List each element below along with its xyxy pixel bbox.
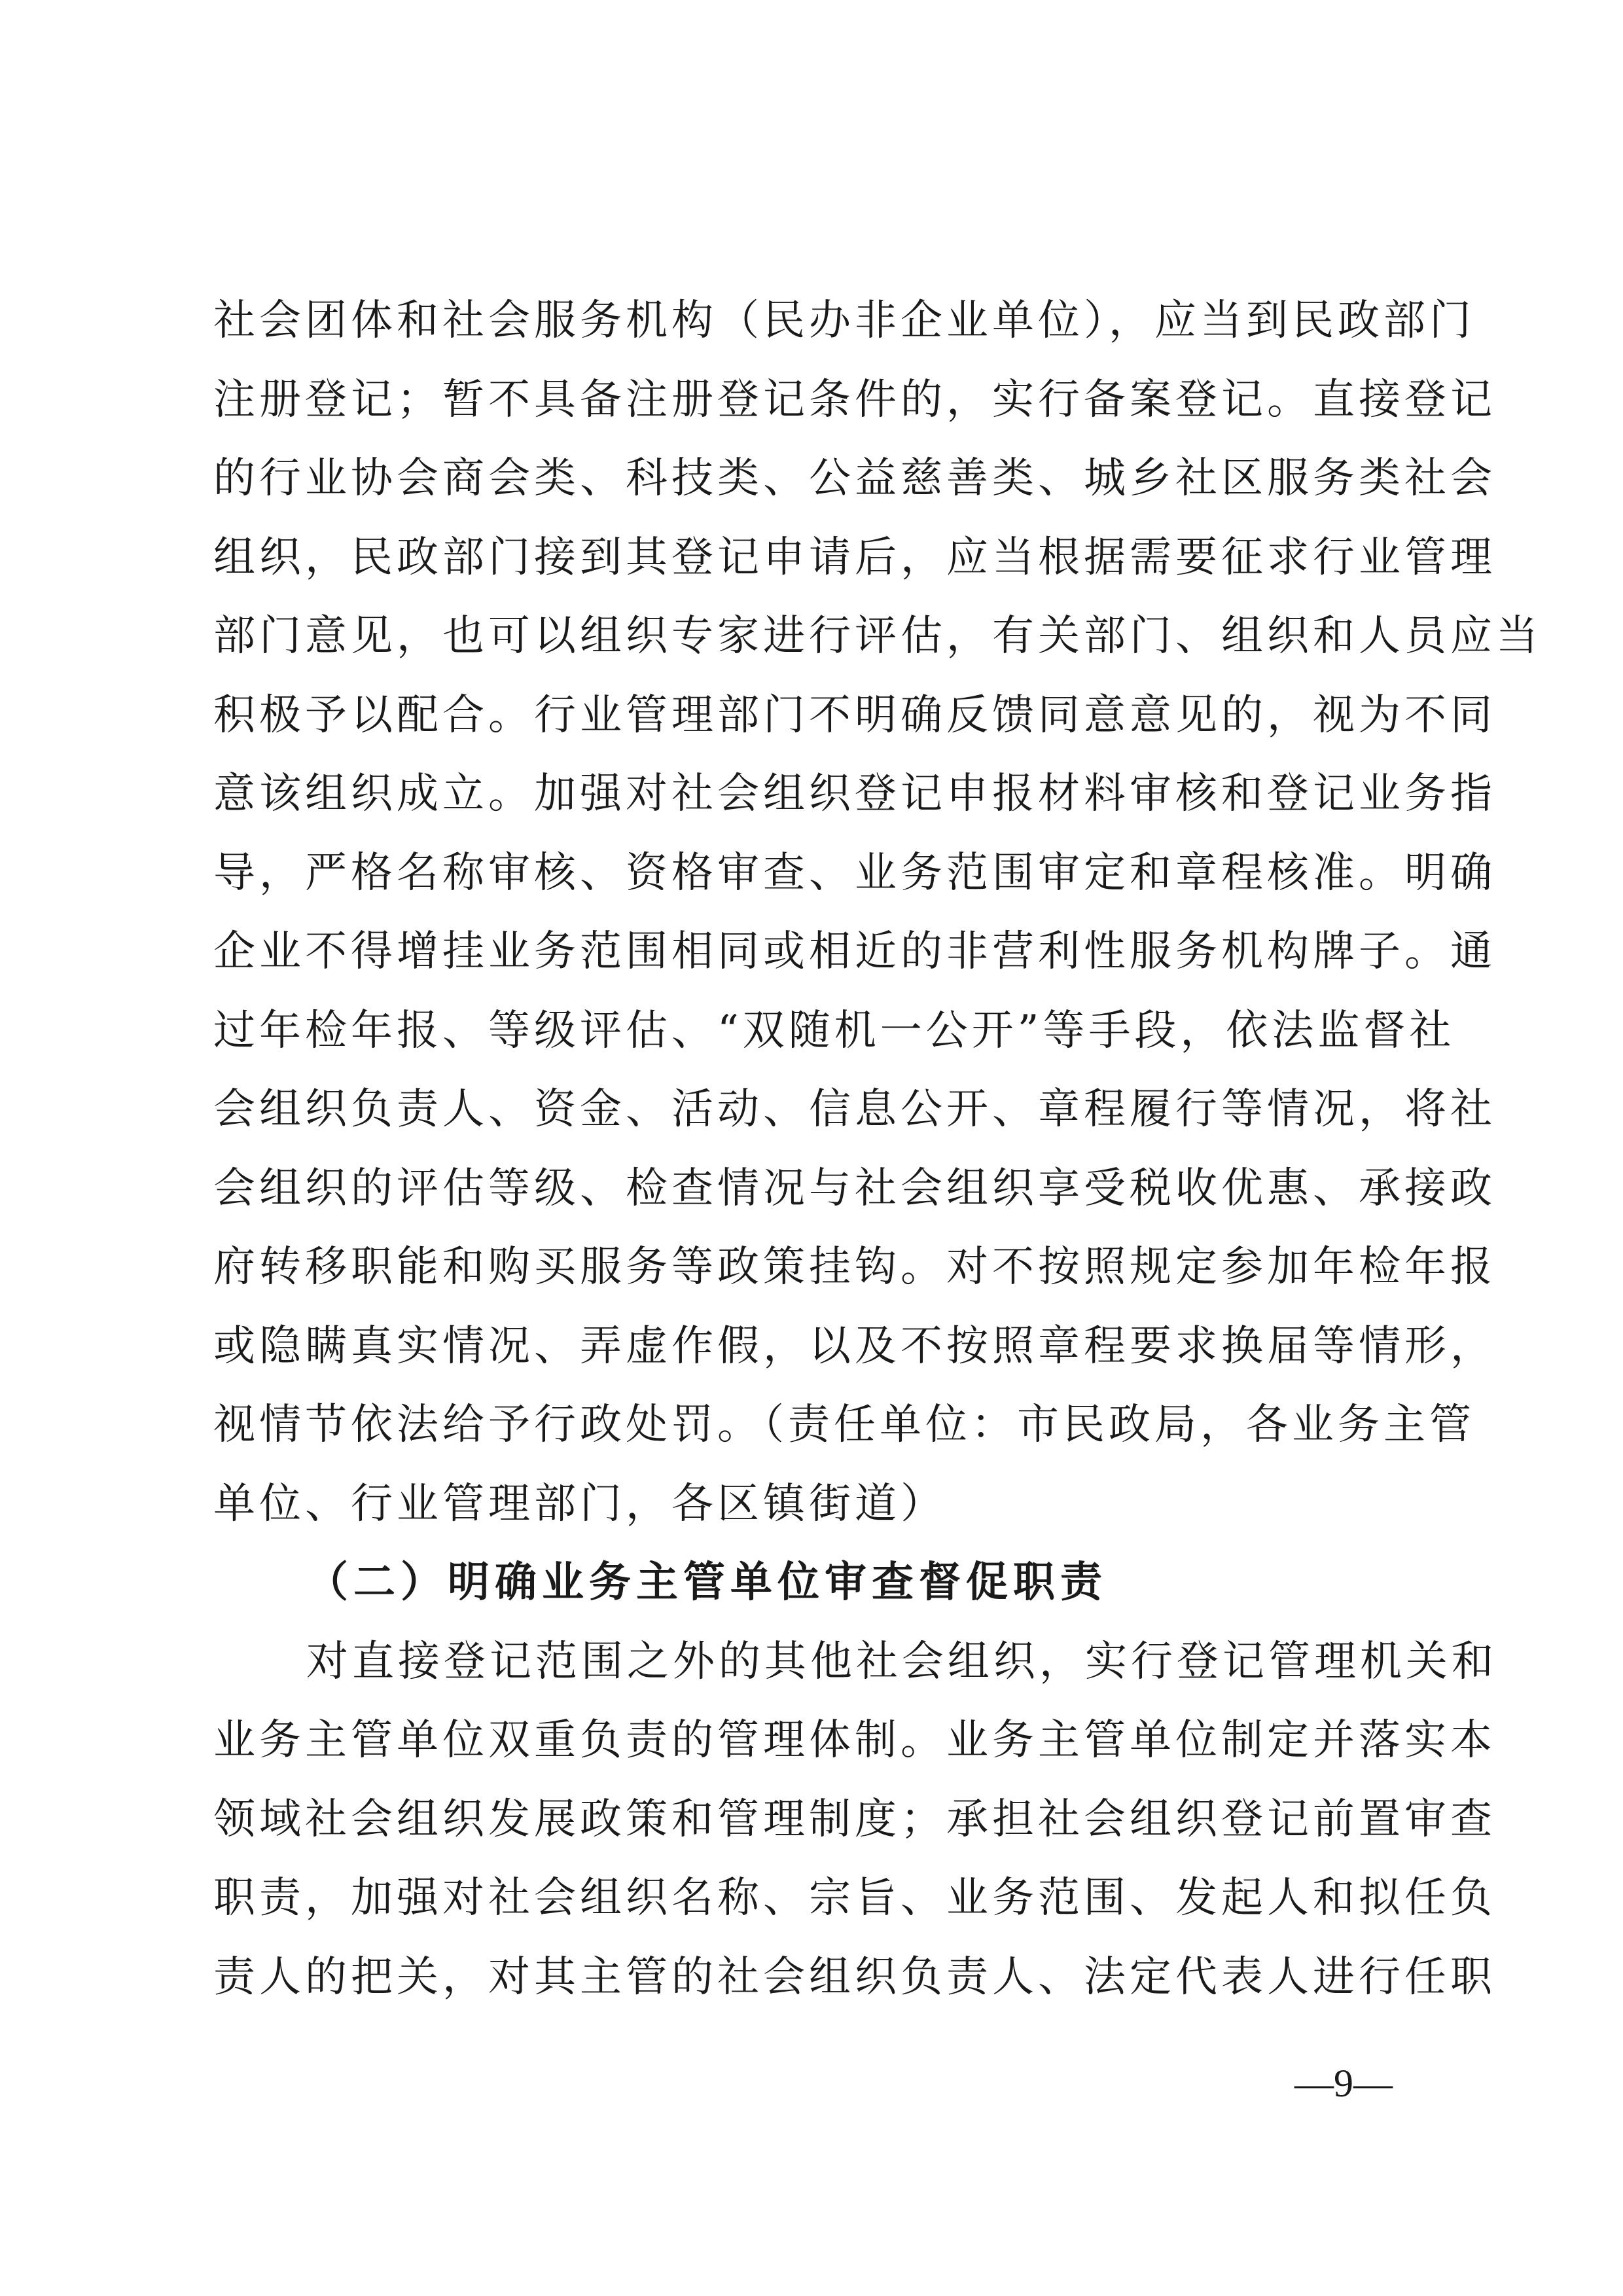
paragraph-1-line: 或隐瞒真实情况、弄虚作假，以及不按照章程要求换届等情形， [213, 1321, 1496, 1371]
paragraph-1-line: 导，严格名称审核、资格审查、业务范围审定和章程核准。明确 [213, 848, 1496, 897]
paragraph-2-line: 对直接登记范围之外的其他社会组织，实行登记管理机关和 [306, 1637, 1497, 1686]
paragraph-1-line: 会组织的评估等级、检查情况与社会组织享受税收优惠、承接政 [213, 1164, 1496, 1213]
paragraph-1-line: 社会团体和社会服务机构（民办非企业单位），应当到民政部门 [213, 296, 1475, 345]
paragraph-1-line: 组织，民政部门接到其登记申请后，应当根据需要征求行业管理 [213, 533, 1496, 582]
paragraph-2-line: 职责，加强对社会组织名称、宗旨、业务范围、发起人和拟任负 [213, 1874, 1496, 1922]
paragraph-1-line: 积极予以配合。行业管理部门不明确反馈同意意见的，视为不同 [213, 691, 1496, 740]
paragraph-2-line: 业务主管单位双重负责的管理体制。业务主管单位制定并落实本 [213, 1716, 1496, 1765]
paragraph-1-line: 注册登记；暂不具备注册登记条件的，实行备案登记。直接登记 [213, 375, 1496, 424]
section-heading: （二）明确业务主管单位审查督促职责 [306, 1558, 1107, 1607]
paragraph-1-line: 过年检年报、等级评估、“双随机一公开”等手段，依法监督社 [213, 1006, 1455, 1055]
paragraph-1-line: 的行业协会商会类、科技类、公益慈善类、城乡社区服务类社会 [213, 454, 1496, 503]
paragraph-1-line: 视情节依法给予行政处罚。（责任单位：市民政局，各业务主管 [213, 1401, 1475, 1449]
page-number: —9— [1294, 2062, 1393, 2105]
body-text [213, 281, 1542, 2017]
paragraph-1-line: 会组织负责人、资金、活动、信息公开、章程履行等情况，将社 [213, 1085, 1496, 1134]
paragraph-1-line: 部门意见，也可以组织专家进行评估，有关部门、组织和人员应当 [213, 612, 1542, 660]
paragraph-1-line: 府转移职能和购买服务等政策挂钩。对不按照规定参加年检年报 [213, 1243, 1496, 1291]
paragraph-2-line: 责人的把关，对其主管的社会组织负责人、法定代表人进行任职 [213, 1952, 1496, 2001]
paragraph-1-line: 单位、行业管理部门，各区镇街道） [213, 1479, 946, 1528]
paragraph-1-line: 企业不得增挂业务范围相同或相近的非营利性服务机构牌子。通 [213, 927, 1496, 976]
paragraph-1-line: 意该组织成立。加强对社会组织登记申报材料审核和登记业务指 [213, 770, 1496, 818]
paragraph-2-line: 领域社会组织发展政策和管理制度；承担社会组织登记前置审查 [213, 1795, 1496, 1844]
